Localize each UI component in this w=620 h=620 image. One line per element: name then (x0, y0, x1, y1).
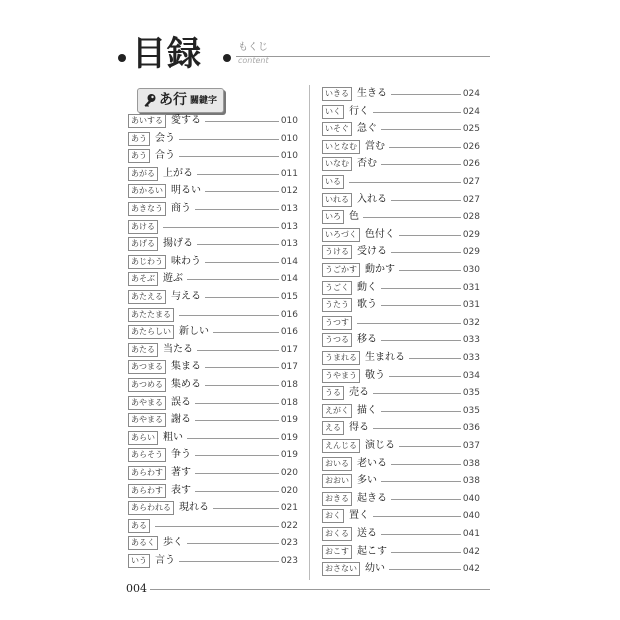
toc-entry (128, 378, 298, 392)
entry-page-number: 032 (462, 317, 480, 328)
entry-page-number: 042 (462, 564, 480, 575)
entry-reading: おきる (322, 492, 352, 506)
toc-entry (322, 333, 480, 347)
entry-leader-line (399, 270, 461, 271)
entry-reading: うたう (322, 298, 352, 312)
entry-word: 否む (357, 158, 377, 170)
toc-entry (128, 501, 298, 515)
entry-leader-line (155, 526, 279, 527)
entry-leader-line (179, 156, 279, 157)
entry-page-number: 014 (280, 256, 298, 267)
entry-reading: おいる (322, 457, 352, 471)
toc-entry (128, 413, 298, 427)
toc-entry (322, 175, 480, 189)
toc-entry (128, 237, 298, 251)
toc-entry (322, 474, 480, 488)
toc-entry (128, 484, 298, 498)
entry-page-number: 035 (462, 405, 480, 416)
entry-leader-line (197, 174, 279, 175)
entry-word: 動かす (365, 264, 395, 275)
entry-word: 商う (171, 203, 191, 214)
toc-header (118, 34, 490, 74)
entry-page-number: 033 (462, 353, 480, 363)
entry-word: 移る (357, 334, 377, 346)
entry-reading: いれる (322, 193, 352, 207)
entry-page-number: 040 (462, 511, 480, 522)
entry-reading: あそぶ (128, 272, 158, 286)
entry-reading: ある (128, 519, 150, 533)
toc-entry (322, 228, 480, 242)
entry-leader-line (357, 323, 461, 324)
column-divider (309, 85, 310, 580)
entry-leader-line (195, 455, 279, 456)
entry-reading: うまれる (322, 351, 360, 365)
entry-leader-line (391, 499, 461, 500)
entry-page-number: 040 (462, 493, 480, 504)
entry-word: 新しい (179, 326, 209, 338)
entry-reading: あるく (128, 536, 158, 550)
page-number: 004 (126, 582, 147, 595)
entry-page-number: 018 (280, 380, 298, 390)
entry-reading: あたたまる (128, 308, 174, 322)
toc-entry (128, 536, 298, 550)
entry-page-number: 035 (462, 388, 480, 399)
entry-page-number: 027 (462, 177, 480, 187)
entry-word: 得る (349, 422, 369, 434)
entry-word: 上がる (163, 167, 193, 179)
entry-reading: おおい (322, 474, 352, 488)
entry-word: 多い (357, 475, 377, 487)
entry-page-number: 026 (462, 141, 480, 152)
toc-entry (322, 545, 480, 559)
entry-reading: うつす (322, 316, 352, 330)
toc-entry (128, 466, 298, 480)
entry-reading: いう (128, 554, 150, 568)
entry-leader-line (205, 262, 279, 263)
entry-page-number: 013 (280, 204, 298, 214)
entry-reading: あいする (128, 114, 166, 128)
entry-leader-line (205, 297, 279, 298)
entry-leader-line (197, 244, 279, 245)
entry-reading: いそぐ (322, 122, 352, 136)
entry-page-number: 019 (280, 450, 298, 461)
entry-word: 送る (357, 528, 377, 539)
entry-reading: いとなむ (322, 140, 360, 154)
page-title: 目録 (132, 34, 202, 74)
toc-entry (322, 492, 480, 506)
entry-word: 営む (365, 140, 385, 152)
entry-word: 生まれる (365, 352, 405, 363)
entry-leader-line (195, 473, 279, 474)
entry-page-number: 015 (280, 292, 298, 302)
entry-leader-line (391, 252, 461, 253)
entry-page-number: 033 (462, 335, 480, 346)
entry-word: 動く (357, 281, 377, 293)
entry-page-number: 029 (462, 229, 480, 240)
entry-reading: あつまる (128, 360, 166, 374)
entry-word: 色付く (364, 228, 395, 240)
entry-word: 老いる (357, 457, 387, 469)
entry-reading: いきる (322, 87, 352, 101)
entry-page-number: 019 (280, 432, 298, 443)
entry-page-number: 019 (280, 415, 298, 426)
entry-reading: あらわれる (128, 501, 174, 515)
entry-leader-line (389, 147, 461, 148)
entry-word: 起きる (357, 492, 387, 504)
entry-page-number: 026 (462, 159, 480, 170)
entry-word: 幼い (365, 563, 385, 575)
entry-page-number: 016 (280, 327, 298, 338)
entry-leader-line (391, 464, 461, 465)
toc-entry (322, 193, 480, 207)
entry-leader-line (195, 491, 279, 492)
toc-entry (128, 360, 298, 374)
entry-leader-line (391, 552, 461, 553)
entry-page-number: 027 (462, 194, 480, 205)
toc-entry (322, 386, 480, 400)
entry-word: 集める (171, 379, 201, 390)
entry-page-number: 023 (280, 538, 298, 549)
entry-reading: いろ (322, 210, 344, 224)
entry-page-number: 031 (462, 300, 480, 311)
title-bullet-right (223, 54, 231, 62)
entry-leader-line (349, 182, 461, 183)
entry-reading: うごく (322, 281, 352, 295)
entry-word: 遊ぶ (163, 273, 183, 285)
entry-word: 入れる (357, 193, 387, 205)
entry-page-number: 041 (462, 529, 480, 539)
entry-leader-line (205, 385, 279, 386)
toc-entry (322, 105, 480, 119)
toc-entry (128, 554, 298, 568)
key-icon (143, 93, 157, 108)
page-subtitle-japanese: もくじ (238, 42, 268, 53)
entry-page-number: 021 (280, 503, 298, 514)
entry-leader-line (179, 139, 279, 140)
entry-page-number: 016 (280, 309, 298, 320)
entry-reading: うやまう (322, 369, 360, 383)
entry-leader-line (381, 129, 461, 130)
entry-reading: いる (322, 175, 344, 189)
entry-page-number: 020 (280, 485, 298, 496)
toc-entry (322, 316, 480, 330)
entry-page-number: 042 (462, 546, 480, 557)
toc-entry (128, 167, 298, 181)
entry-word: 敬う (365, 369, 385, 381)
toc-entry (322, 157, 480, 171)
entry-leader-line (163, 227, 279, 228)
entry-word: 著す (171, 467, 191, 478)
toc-entry (322, 140, 480, 154)
entry-page-number: 037 (462, 441, 480, 451)
entry-leader-line (373, 428, 461, 429)
entry-word: 粗い (163, 431, 183, 443)
entry-leader-line (381, 305, 461, 306)
entry-leader-line (399, 235, 461, 236)
entry-reading: あつめる (128, 378, 166, 392)
page-subtitle-english: content (238, 56, 269, 65)
entry-word: 誤る (171, 396, 191, 408)
entry-page-number: 017 (280, 344, 298, 355)
title-bullet-left (118, 54, 126, 62)
entry-word: 置く (349, 510, 369, 522)
entry-leader-line (381, 340, 461, 341)
entry-word: 売る (349, 387, 369, 399)
entry-leader-line (391, 200, 461, 201)
toc-entry (322, 439, 480, 453)
entry-page-number: 010 (280, 151, 298, 162)
entry-reading: おく (322, 509, 344, 523)
entry-word: 明るい (171, 185, 201, 197)
entry-page-number: 013 (280, 239, 298, 250)
entry-leader-line (381, 164, 461, 165)
toc-entry (322, 263, 480, 277)
entry-leader-line (195, 209, 279, 210)
toc-entry (128, 290, 298, 304)
entry-word: 色 (349, 211, 359, 223)
entry-page-number: 024 (462, 89, 480, 99)
toc-entry (322, 527, 480, 541)
entry-word: 味わう (171, 255, 201, 267)
header-rule (236, 56, 490, 57)
entry-reading: おくる (322, 527, 352, 541)
entry-reading: えんじる (322, 439, 360, 453)
footer-rule (150, 589, 490, 590)
entry-page-number: 017 (280, 362, 298, 373)
entry-leader-line (373, 393, 461, 394)
entry-reading: あじわう (128, 255, 166, 269)
entry-word: 描く (357, 404, 377, 416)
entry-reading: あらわす (128, 484, 166, 498)
entry-reading: おこす (322, 545, 352, 559)
entry-leader-line (213, 508, 279, 509)
toc-entry (128, 272, 298, 286)
entry-reading: あける (128, 220, 158, 234)
entry-leader-line (179, 561, 279, 562)
entry-reading: あたる (128, 343, 158, 357)
entry-word: 愛する (171, 115, 201, 126)
entry-page-number: 011 (280, 168, 298, 179)
toc-entry (128, 431, 298, 445)
entry-word: 合う (155, 150, 175, 162)
toc-entry (322, 562, 480, 576)
toc-entry (128, 149, 298, 163)
entry-page-number: 028 (462, 212, 480, 223)
entry-reading: いろづく (322, 228, 360, 242)
entry-word: 急ぐ (357, 123, 377, 135)
toc-entry (128, 132, 298, 146)
toc-entry (128, 325, 298, 339)
entry-leader-line (187, 543, 279, 544)
entry-word: 争う (171, 449, 191, 461)
entry-leader-line (179, 315, 279, 316)
entry-page-number: 029 (462, 247, 480, 258)
entry-leader-line (381, 411, 461, 412)
entry-word: 歩く (163, 537, 183, 549)
entry-leader-line (381, 288, 461, 289)
toc-entry (322, 210, 480, 224)
entry-leader-line (381, 481, 461, 482)
entry-word: 言う (155, 555, 175, 566)
entry-leader-line (399, 446, 461, 447)
entry-page-number: 030 (462, 265, 480, 275)
toc-entry (128, 519, 298, 533)
entry-page-number: 018 (280, 397, 298, 408)
entry-reading: いく (322, 105, 344, 119)
toc-entry (128, 114, 298, 128)
toc-entry (128, 343, 298, 357)
entry-reading: いなむ (322, 157, 352, 171)
entry-word: 与える (171, 291, 201, 302)
entry-leader-line (373, 516, 461, 517)
entry-reading: あげる (128, 237, 158, 251)
entry-reading: あやまる (128, 413, 166, 427)
toc-entry (322, 457, 480, 471)
toc-entry (128, 448, 298, 462)
entry-leader-line (363, 217, 461, 218)
entry-leader-line (389, 569, 461, 570)
entry-page-number: 020 (280, 468, 298, 478)
entry-page-number: 031 (462, 282, 480, 293)
entry-word: 当たる (163, 343, 193, 355)
toc-entry (128, 184, 298, 198)
toc-entry (322, 281, 480, 295)
entry-leader-line (205, 191, 279, 192)
toc-entry (322, 421, 480, 435)
entry-leader-line (195, 403, 279, 404)
toc-entry (128, 202, 298, 216)
entry-word: 生きる (357, 88, 387, 99)
toc-entry (128, 220, 298, 234)
entry-page-number: 034 (462, 370, 480, 381)
entry-leader-line (213, 332, 279, 333)
entry-reading: あらわす (128, 466, 166, 480)
entry-word: 集まる (171, 361, 201, 373)
entry-reading: あう (128, 132, 150, 146)
entry-page-number: 038 (462, 476, 480, 487)
toc-entry (322, 245, 480, 259)
entry-page-number: 010 (280, 133, 298, 144)
entry-word: 表す (171, 484, 191, 496)
entry-word: 受ける (357, 246, 387, 258)
entry-leader-line (389, 376, 461, 377)
entry-leader-line (187, 438, 279, 439)
entry-page-number: 014 (280, 274, 298, 285)
toc-entry (322, 298, 480, 312)
toc-entry (128, 396, 298, 410)
entry-word: 揚げる (163, 238, 193, 250)
toc-entry (322, 122, 480, 136)
section-sublabel: 關鍵字 (190, 96, 218, 106)
entry-leader-line (205, 121, 279, 122)
entry-reading: あかるい (128, 184, 166, 198)
entry-page-number: 036 (462, 423, 480, 434)
entry-reading: うる (322, 386, 344, 400)
entry-word: 現れる (179, 502, 209, 514)
entry-leader-line (391, 94, 461, 95)
entry-page-number: 024 (462, 106, 480, 117)
entry-reading: えがく (322, 404, 352, 418)
entry-leader-line (381, 534, 461, 535)
entry-reading: うける (322, 245, 352, 259)
toc-entry (322, 509, 480, 523)
entry-page-number: 022 (280, 520, 298, 531)
entry-page-number: 038 (462, 458, 480, 469)
toc-entry (322, 404, 480, 418)
toc-entry (322, 87, 480, 101)
entry-word: 演じる (365, 440, 395, 451)
entry-reading: うつる (322, 333, 352, 347)
entry-reading: あたえる (128, 290, 166, 304)
entry-reading: あう (128, 149, 150, 163)
entry-reading: あたらしい (128, 325, 174, 339)
entry-page-number: 023 (280, 556, 298, 566)
entry-leader-line (195, 420, 279, 421)
entry-page-number: 025 (462, 124, 480, 135)
entry-leader-line (409, 358, 461, 359)
entry-reading: える (322, 421, 344, 435)
entry-leader-line (197, 350, 279, 351)
entry-reading: あらそう (128, 448, 166, 462)
entry-leader-line (373, 112, 461, 113)
entry-reading: あやまる (128, 396, 166, 410)
entry-page-number: 013 (280, 221, 298, 232)
section-badge (137, 88, 224, 113)
entry-word: 会う (155, 132, 175, 144)
toc-entry (322, 369, 480, 383)
entry-leader-line (187, 279, 279, 280)
entry-reading: おさない (322, 562, 360, 576)
section-label: あ行 (159, 92, 187, 108)
toc-entry (128, 255, 298, 269)
toc-entry (322, 351, 480, 365)
entry-reading: うごかす (322, 263, 360, 277)
entry-reading: あきなう (128, 202, 166, 216)
entry-reading: あがる (128, 167, 158, 181)
entry-word: 歌う (357, 299, 377, 311)
entry-word: 謝る (171, 414, 191, 426)
entry-word: 起こす (357, 545, 387, 557)
entry-page-number: 010 (280, 116, 298, 126)
toc-entry (128, 308, 298, 322)
entry-page-number: 012 (280, 186, 298, 197)
entry-leader-line (205, 367, 279, 368)
entry-reading: あらい (128, 431, 158, 445)
entry-word: 行く (349, 105, 369, 117)
